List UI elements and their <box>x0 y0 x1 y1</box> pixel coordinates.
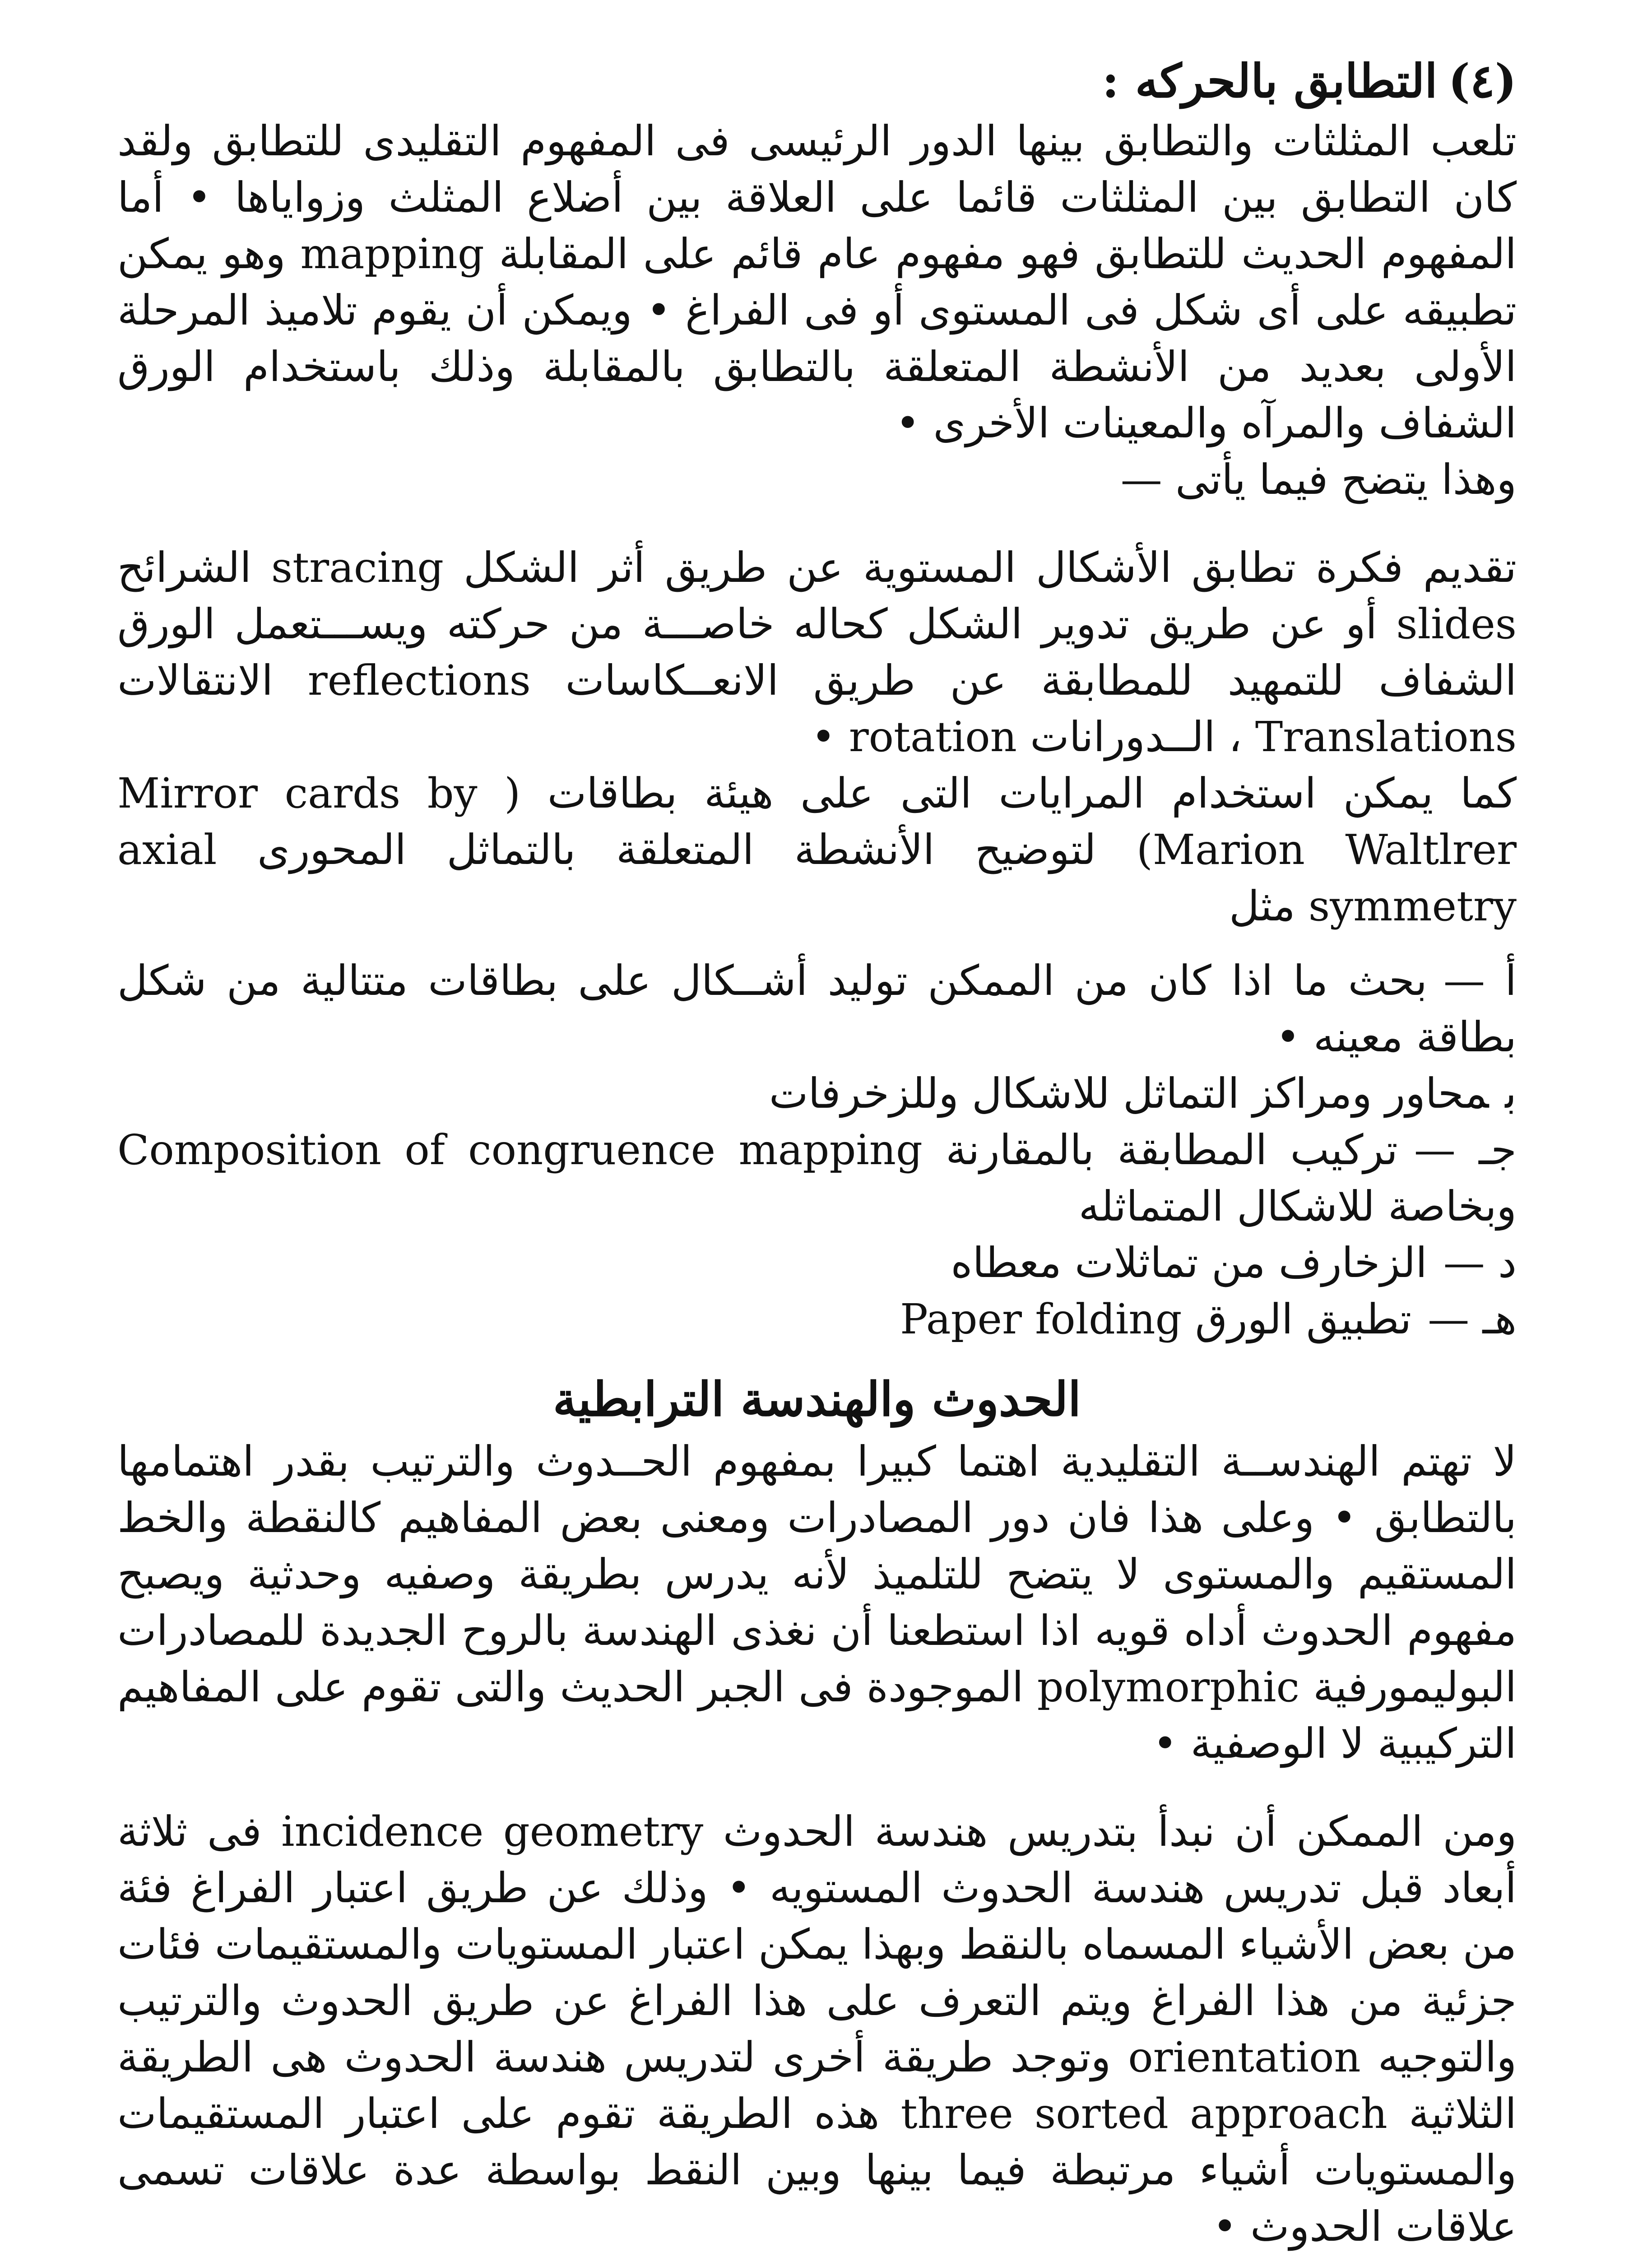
paragraph-follows: وهذا يتضح فيما يأتى — <box>1120 455 1517 504</box>
paragraph-second-method <box>117 2255 1517 2257</box>
list-item-text: تركيب المطابقة بالمقارنة Composition of congruence mapping وبخاصة للاشكال المتماثله <box>117 1126 1517 1231</box>
paragraph-incidence-geometry: ومن الممكن أن نبدأ بتدريس هندسة الحدوث incidence geometry فى ثلاثة أبعاد قبل تدريس هندسة الحدوث المستويه • وذلك عن طريق اعتبار الفراغ فئة من بعض الأشياء المسماه بالنقط وبهذا يمكن اعتبار المستويات والمستقيمات فئات جزئية من هذا الفراغ ويتم التعرف على هذا الفراغ عن طريق الحدوث والترتيب والتوجيه orientation وتوجد طريقة أخرى لتدريس هندسة الحدوث هى الطريقة الثلاثية three sorted approach هذه الطريقة تقوم على اعتبار المستقيمات والمستويات أشياء مرتبطة فيما بينها وبين النقط بواسطة عدة علاقات تسمى علاقات الحدوث • <box>117 1807 1517 2251</box>
list-item-text: بحث ما اذا كان من الممكن توليد أشــكال على بطاقات متتالية من شكل بطاقة معينه • <box>117 957 1517 1061</box>
paragraph-tracing-slides: تقديم فكرة تطابق الأشكال المستوية عن طريق أثر الشكل stracing الشرائح slides أو عن طريق تدوير الشكل كحاله خاصـــة من حركته ويســـتعمل الورق الشفاف للتمهيد للمطابقة عن طريق الانعــكاسات reflections الانتقالات Translations ، الــدورانات rotation • <box>117 543 1517 761</box>
section-heading-motion-congruence <box>117 50 1517 113</box>
activity-list <box>117 952 1517 1347</box>
list-item-label: أ — <box>1443 957 1517 1005</box>
list-item <box>117 1235 1517 1291</box>
list-item-label: ب <box>1505 1069 1517 1118</box>
list-item-text: الزخارف من تماثلات معطاه <box>951 1239 1427 1287</box>
list-item-label: هـ — <box>1428 1295 1517 1343</box>
paragraph-congruence-concept: تلعب المثلثات والتطابق بينها الدور الرئيسى فى المفهوم التقليدى للتطابق ولقد كان التطابق بين المثلثات قائما على العلاقة بين أضلاع المثلث وزواياها • أما المفهوم الحديث للتطابق فهو مفهوم عام قائم على المقابلة mapping وهو يمكن تطبيقه على أى شكل فى المستوى أو فى الفراغ • ويمكن أن يقوم تلاميذ المرحلة الأولى بعديد من الأنشطة المتعلقة بالتطابق بالمقابلة وذلك باستخدام الورق الشفاف والمرآه والمعينات الأخرى • <box>117 117 1517 447</box>
paragraph-mirror-cards: كما يمكن استخدام المرايات التى على هيئة بطاقات ( Mirror cards by Marion Waltlrer) لتوضيح الأنشطة المتعلقة بالتماثل المحورى axial symmetry مثل <box>117 769 1517 930</box>
list-item <box>117 952 1517 1065</box>
list-item-label: د — <box>1443 1239 1517 1287</box>
spacer <box>117 1772 1517 1803</box>
spacer <box>117 508 1517 539</box>
section-heading-incidence: الحدوث والهندسة الترابطية <box>552 1371 1081 1427</box>
list-item-text: تطبيق الورق Paper folding <box>900 1295 1412 1343</box>
section-title: التطابق بالحركه : <box>1102 54 1438 108</box>
spacer <box>117 934 1517 952</box>
list-item-text: محاور ومراكز التماثل للاشكال وللزخرفات <box>769 1069 1489 1118</box>
list-item-label: جـ — <box>1414 1126 1517 1174</box>
section-number: (٤) <box>1448 54 1517 108</box>
list-item <box>117 1065 1517 1122</box>
list-item <box>117 1122 1517 1235</box>
paragraph-traditional-geometry: لا تهتم الهندســة التقليدية اهتما كبيرا بمفهوم الحــدوث والترتيب بقدر اهتمامها بالتطابق • وعلى هذا فان دور المصادرات ومعنى بعض المفاهيم كالنقطة والخط المستقيم والمستوى لا يتضح للتلميذ لأنه يدرس بطريقة وصفيه وحدثية ويصبح مفهوم الحدوث أداه قويه اذا استطعنا أن نغذى الهندسة بالروح الجديدة للمصادرات البوليمورفية polymorphic الموجودة فى الجبر الحديث والتى تقوم على المفاهيم التركيبية لا الوصفية • <box>117 1437 1517 1768</box>
list-item <box>117 1291 1517 1347</box>
